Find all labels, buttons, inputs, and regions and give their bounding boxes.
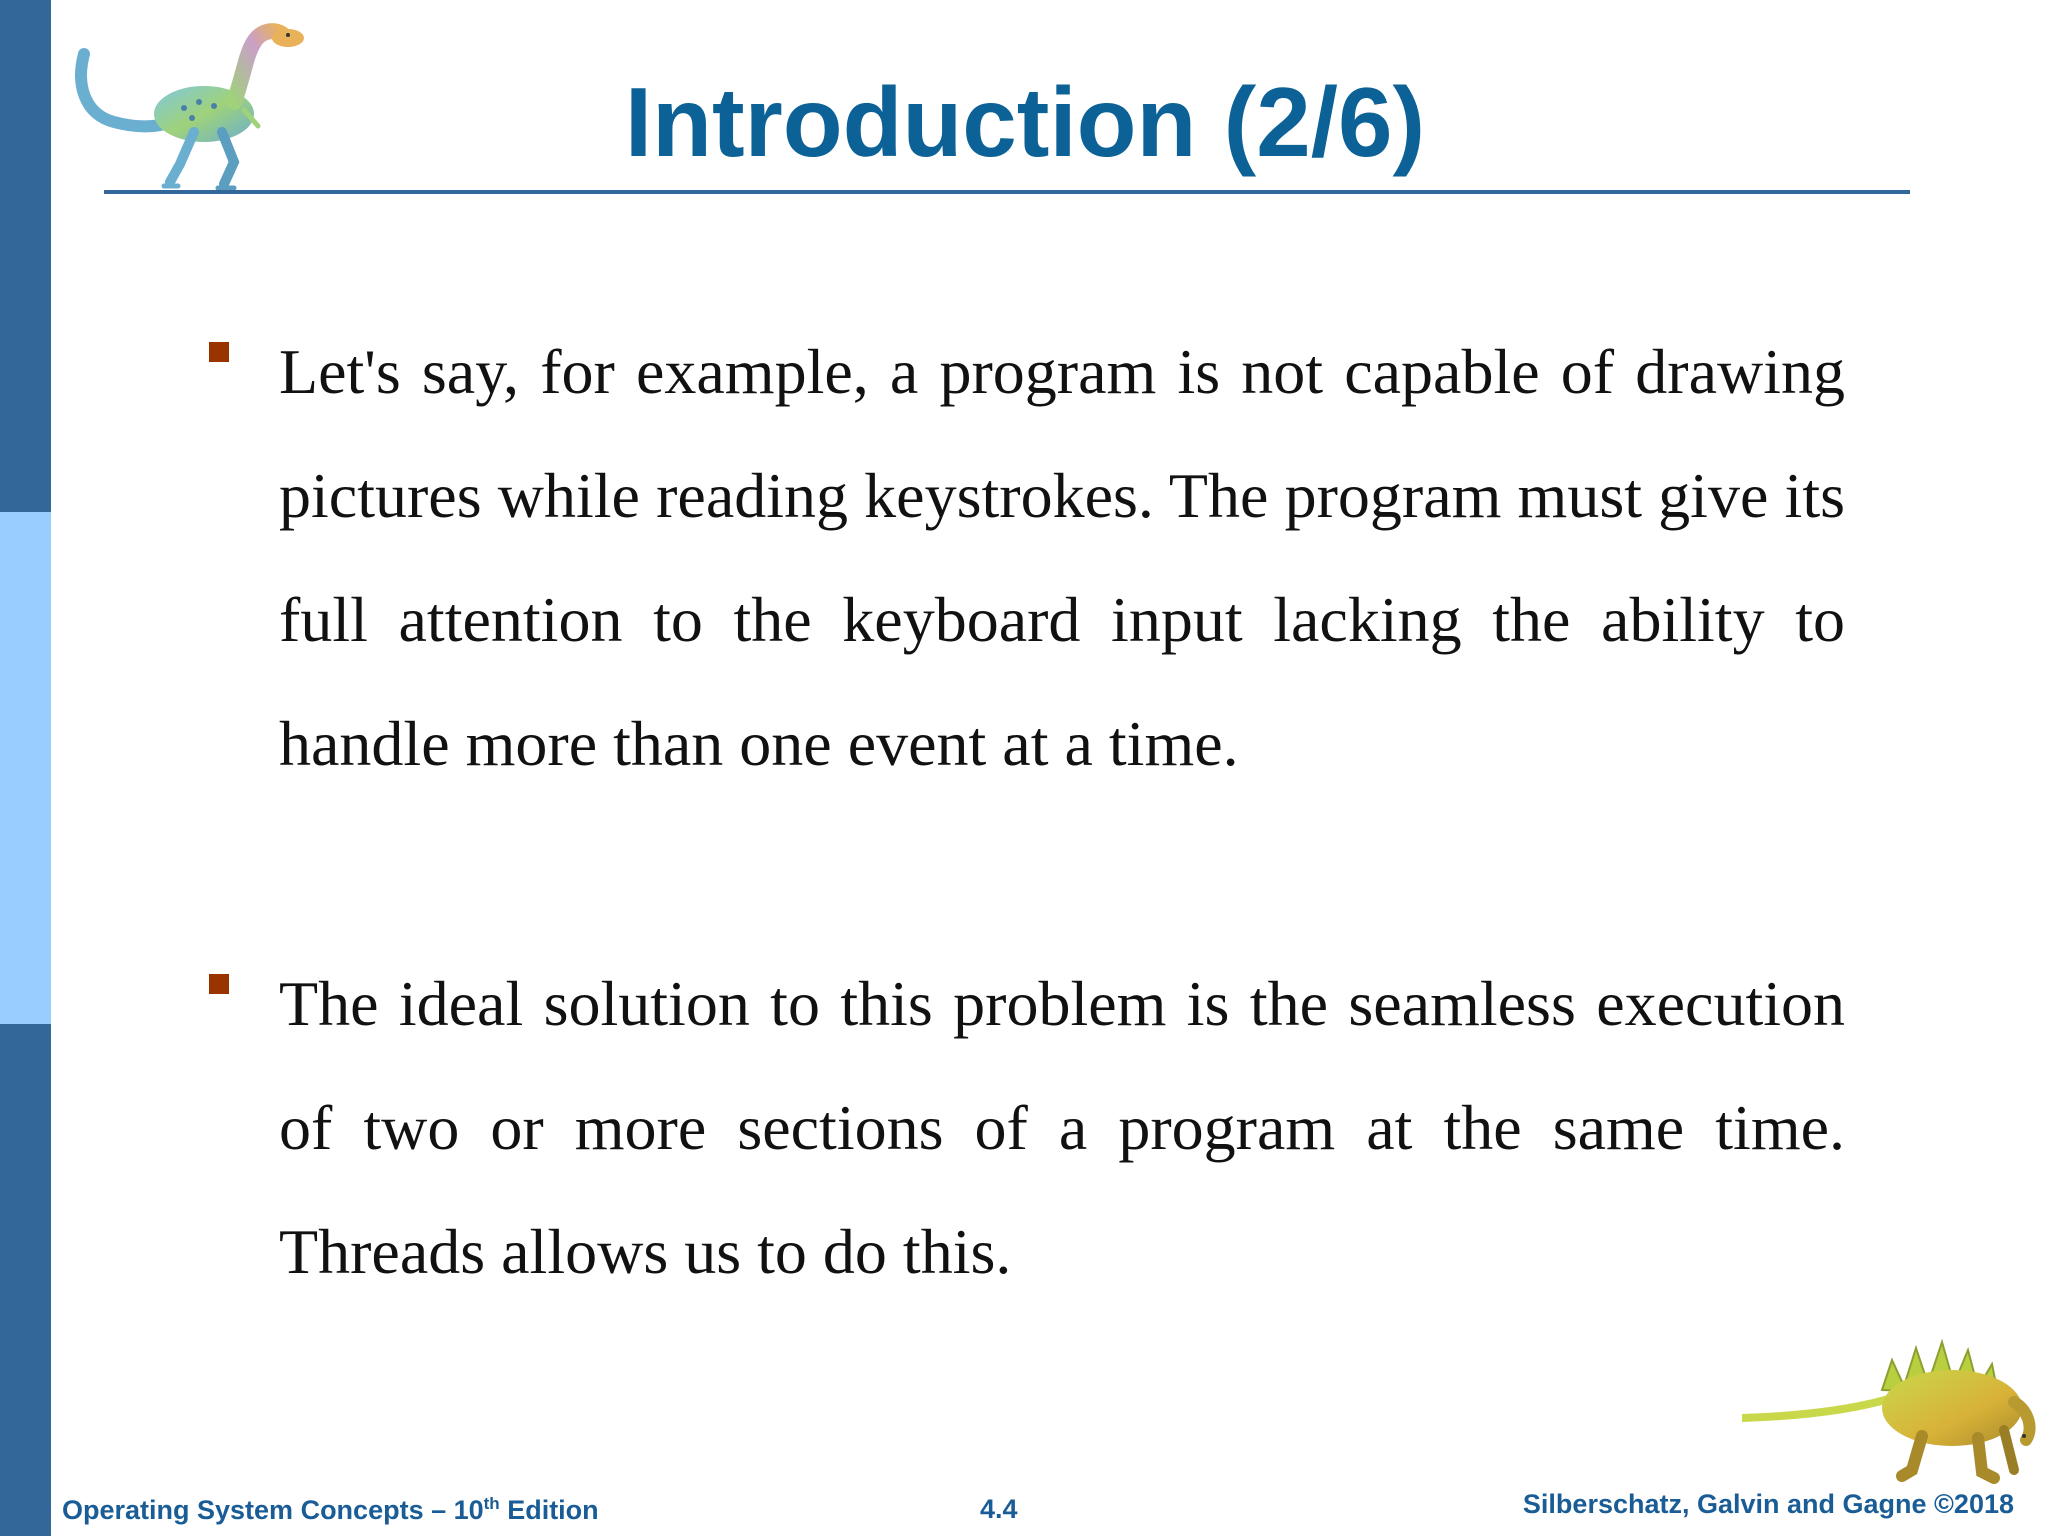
bullet-square-icon — [209, 974, 229, 994]
side-bar-top — [0, 0, 51, 512]
bullet-text-2: The ideal solution to this problem is the seamless execution of two or more sections of a program at the same time. Threads allows us to do this. — [279, 968, 1845, 1287]
dinosaur-stegosaurus-icon — [1742, 1290, 2042, 1490]
bullet-item-1 — [205, 310, 1845, 806]
side-bar-middle — [0, 512, 51, 1024]
dinosaur-standing-icon — [74, 14, 314, 194]
footer-edition-text: Edition — [499, 1495, 599, 1525]
bullet-square-icon — [209, 342, 229, 362]
footer-edition-superscript: th — [483, 1494, 500, 1513]
footer-page-number: 4.4 — [980, 1494, 1018, 1524]
title-divider — [104, 190, 1910, 194]
bullet-item-2 — [205, 942, 1845, 1314]
footer-book-title-text: Operating System Concepts – 10 — [62, 1495, 484, 1525]
footer-book-title — [62, 1494, 599, 1526]
bullet-text-1: Let's say, for example, a program is not capable of drawing pictures while reading keystrokes. The program must give its full attention to the keyboard input lacking the ability to handle more than one event at a time. — [279, 336, 1845, 779]
footer-authors: Silberschatz, Galvin and Gagne ©2018 — [1522, 1489, 2014, 1519]
slide-title: Introduction (2/6) — [624, 67, 1426, 177]
side-bar-bottom — [0, 1024, 51, 1536]
